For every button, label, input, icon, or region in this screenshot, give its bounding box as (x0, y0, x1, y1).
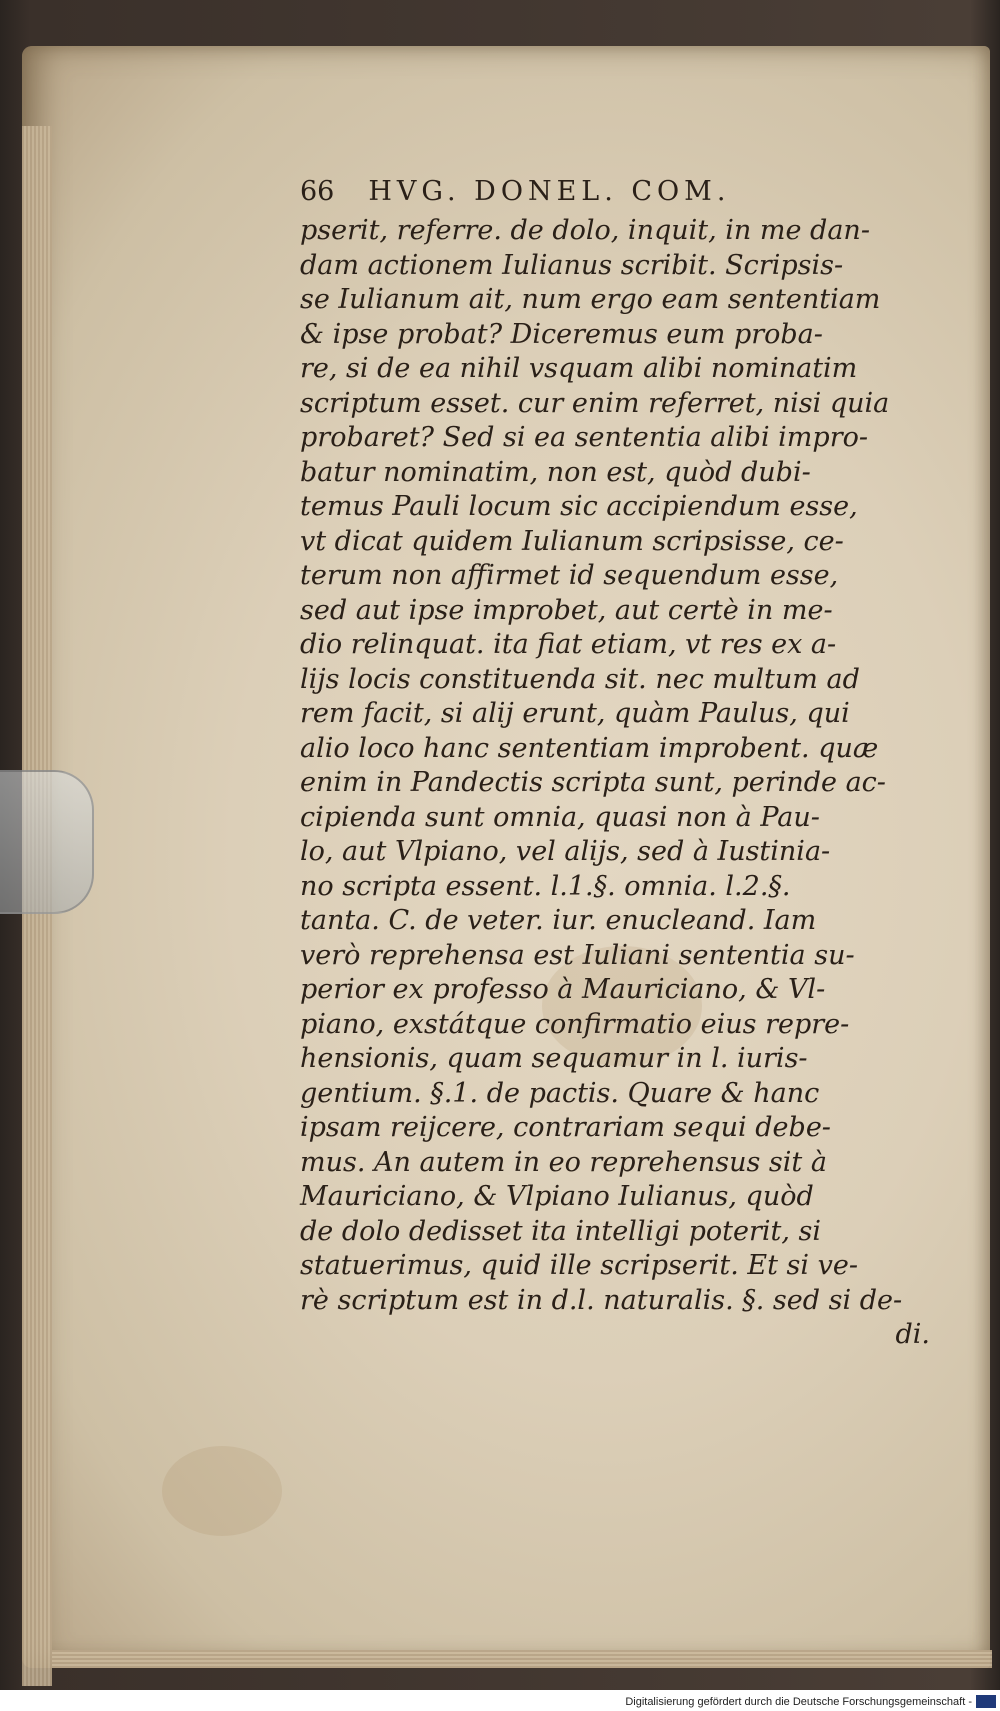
text-line: Mauriciano, & Vlpiano Iulianus, quòd (300, 1181, 814, 1212)
text-line: se Iulianum ait, num ergo eam sententiam (300, 284, 881, 315)
digitization-footer (0, 1690, 1000, 1711)
page-clip (0, 770, 94, 914)
text-line: statuerimus, quid ille scripserit. Et si ve- (300, 1250, 858, 1281)
page-number: 66 (300, 176, 335, 207)
text-line: hensionis, quam sequamur in l. iuris- (300, 1043, 808, 1074)
text-line: tanta. C. de veter. iur. enucleand. Iam (300, 905, 817, 936)
dfg-logo (976, 1695, 996, 1708)
text-line: temus Pauli locum sic accipiendum esse, (300, 491, 858, 522)
text-line: re, si de ea nihil vsquam alibi nominatim (300, 353, 858, 384)
text-line: rem facit, si alij erunt, quàm Paulus, qui (300, 698, 850, 729)
footer-credit: Digitalisierung gefördert durch die Deutsche Forschungsgemeinschaft - (625, 1696, 972, 1708)
text-line: piano, exstátque confirmatio eius repre- (300, 1008, 850, 1040)
text-line: vt dicat quidem Iulianum scripsisse, ce- (300, 525, 844, 557)
text-line: no scripta essent. l.1.§. omnia. l.2.§. (300, 870, 791, 902)
text-line: ipsam reijcere, contrariam sequi debe- (300, 1112, 831, 1143)
catchword: di. (895, 1319, 930, 1350)
text-line: de dolo dedisset ita intelligi poterit, si (300, 1215, 822, 1247)
text-line: pserit, referre. de dolo, inquit, in me dan- (300, 215, 870, 246)
text-line: cipienda sunt omnia, quasi non à Pau- (300, 801, 820, 833)
text-block (300, 176, 940, 1353)
text-line: dam actionem Iulianus scribit. Scripsis- (300, 249, 844, 281)
text-line: lijs locis constituenda sit. nec multum ad (300, 663, 860, 695)
text-line: dio relinquat. ita fiat etiam, vt res ex a- (300, 629, 837, 660)
text-line: probaret? Sed si ea sententia alibi impro- (300, 422, 868, 453)
page-edges-bottom (52, 1650, 992, 1668)
text-line: gentium. §.1. de pactis. Quare & hanc (300, 1077, 820, 1109)
running-head-title: HVG. DONEL. COM. (368, 176, 731, 207)
text-line: terum non affirmet id sequendum esse, (300, 560, 839, 591)
text-line: lo, aut Vlpiano, vel alijs, sed à Iustinia- (300, 836, 831, 867)
text-line: mus. An autem in eo reprehensus sit à (300, 1146, 827, 1178)
text-line: enim in Pandectis scripta sunt, perinde ac- (300, 767, 886, 798)
text-line: verò reprehensa est Iuliani sententia su- (300, 939, 855, 971)
text-line: scriptum esset. cur enim referret, nisi quia (300, 387, 890, 419)
text-line: & ipse probat? Diceremus eum proba- (300, 318, 823, 350)
paper-stain (162, 1446, 282, 1536)
text-line: alio loco hanc sententiam improbent. quæ (300, 732, 879, 764)
text-line: batur nominatim, non est, quòd dubi- (300, 456, 811, 488)
text-line: rè scriptum est in d.l. naturalis. §. sed si de- (300, 1284, 903, 1316)
text-line: perior ex professo à Mauriciano, & Vl- (300, 974, 826, 1005)
body-text (300, 214, 940, 1318)
text-line: sed aut ipse improbet, aut certè in me- (300, 594, 833, 626)
running-header (300, 176, 940, 212)
